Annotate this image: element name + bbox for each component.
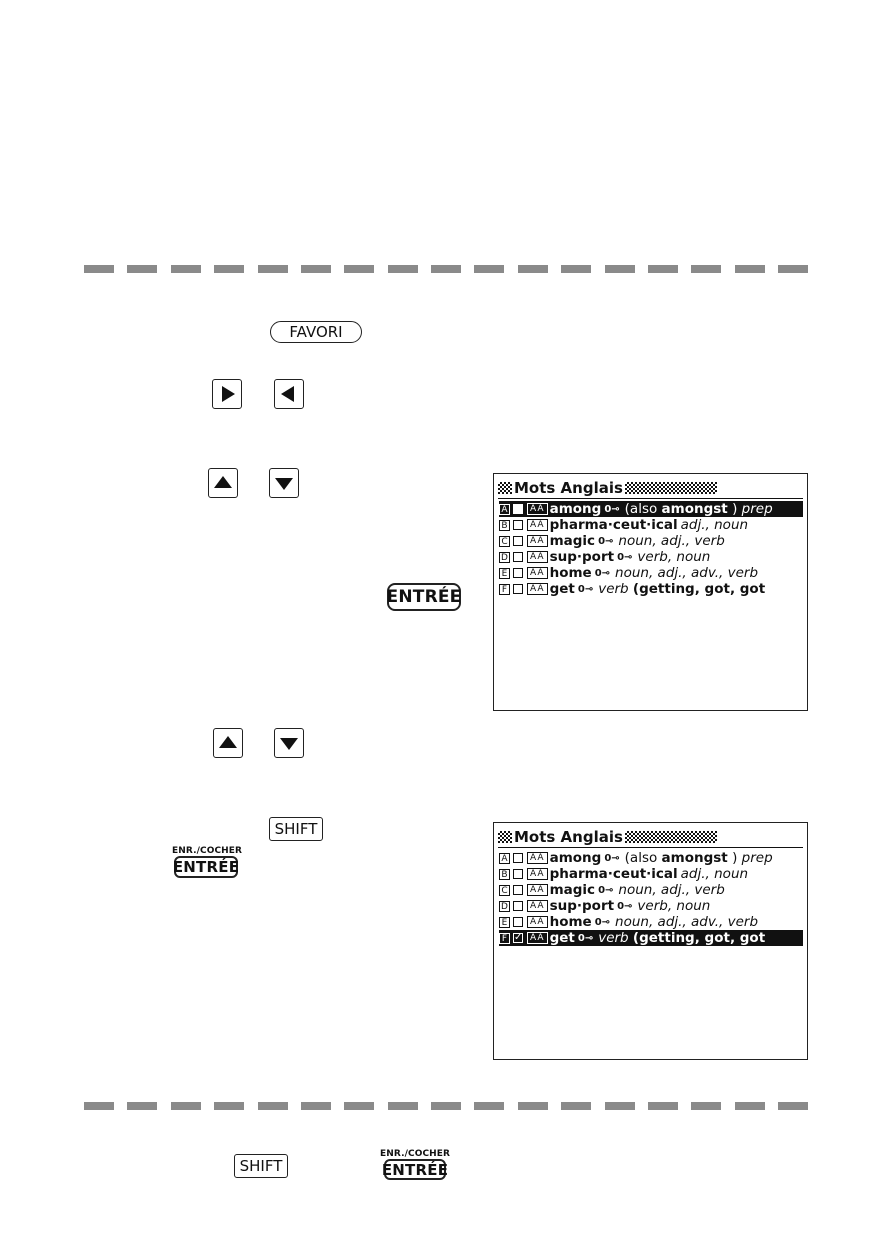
key-word-icon: 0⊸ bbox=[598, 884, 614, 896]
row-letter: D bbox=[499, 901, 510, 912]
headword: get bbox=[549, 581, 575, 597]
pronunciation-icon: AA bbox=[527, 868, 548, 880]
shift-key: SHIFT bbox=[269, 817, 323, 841]
part-of-speech: noun, adj., adv., verb bbox=[615, 565, 759, 581]
left-arrow-icon bbox=[281, 386, 294, 402]
pronunciation-icon: AA bbox=[527, 503, 548, 515]
title-pattern-left bbox=[498, 831, 512, 843]
headword: pharma·ceut·ical bbox=[549, 517, 678, 533]
up-arrow-icon bbox=[214, 476, 232, 488]
pronunciation-icon: AA bbox=[527, 551, 548, 563]
key-word-icon: 0⊸ bbox=[604, 852, 620, 864]
key-word-icon: 0⊸ bbox=[577, 932, 594, 944]
checkbox-icon bbox=[513, 584, 523, 594]
part-of-speech: noun, adj., verb bbox=[618, 533, 725, 549]
headword: home bbox=[549, 565, 592, 581]
headword: magic bbox=[549, 533, 596, 549]
row-letter: E bbox=[499, 568, 510, 579]
key-word-icon: 0⊸ bbox=[594, 567, 611, 579]
list-item bbox=[499, 850, 803, 866]
key-word-icon: 0⊸ bbox=[594, 916, 611, 928]
screen-title-text: Mots Anglais bbox=[514, 479, 623, 497]
part-of-speech: prep bbox=[741, 501, 773, 517]
list-item bbox=[499, 930, 803, 946]
list-item bbox=[499, 533, 803, 549]
screen-title-text: Mots Anglais bbox=[514, 828, 623, 846]
headword: home bbox=[549, 914, 592, 930]
key-word-icon: 0⊸ bbox=[617, 551, 633, 563]
part-of-speech: prep bbox=[741, 850, 773, 866]
checkbox-icon bbox=[513, 520, 523, 530]
pronunciation-icon: AA bbox=[527, 583, 548, 595]
row-letter: A bbox=[499, 504, 510, 515]
left-arrow-key bbox=[274, 379, 304, 409]
headword: pharma·ceut·ical bbox=[549, 866, 678, 882]
headword: among bbox=[549, 850, 602, 866]
part-of-speech: adj., noun bbox=[680, 517, 749, 533]
list-item bbox=[499, 882, 803, 898]
pronunciation-icon: AA bbox=[527, 567, 548, 579]
list-item bbox=[499, 866, 803, 882]
row-letter: E bbox=[499, 917, 510, 928]
row-letter: B bbox=[499, 869, 510, 880]
down-arrow-icon bbox=[280, 738, 298, 750]
checkbox-icon bbox=[513, 917, 523, 927]
word-list bbox=[499, 850, 803, 946]
screen-title bbox=[498, 478, 803, 499]
title-pattern-right bbox=[625, 482, 717, 494]
entry-variant: amongst bbox=[661, 850, 728, 866]
part-of-speech: verb, noun bbox=[637, 549, 711, 565]
lcd-screen-2 bbox=[493, 822, 808, 1060]
headword: sup·port bbox=[549, 898, 615, 914]
checked-box-icon: ✓ bbox=[514, 932, 523, 943]
row-letter: C bbox=[499, 885, 510, 896]
entry-note: (also bbox=[624, 850, 658, 866]
headword: among bbox=[549, 501, 602, 517]
word-list bbox=[499, 501, 803, 597]
screen-title bbox=[498, 827, 803, 848]
enr-cocher-label: ENR./COCHER bbox=[380, 1149, 451, 1159]
entry-variant: amongst bbox=[661, 501, 728, 517]
enr-cocher-label: ENR./COCHER bbox=[172, 846, 243, 856]
part-of-speech: adj., noun bbox=[680, 866, 749, 882]
pronunciation-icon: AA bbox=[527, 932, 548, 944]
checkbox-icon bbox=[513, 568, 523, 578]
entree-key: ENTRÉE bbox=[381, 1160, 449, 1179]
checkbox-icon bbox=[513, 552, 523, 562]
down-arrow-key bbox=[274, 728, 304, 758]
entree-key: ENTRÉE bbox=[172, 858, 240, 876]
entry-forms: (getting, got, got bbox=[632, 581, 766, 597]
part-of-speech: verb, noun bbox=[637, 898, 711, 914]
title-pattern-left bbox=[498, 482, 512, 494]
part-of-speech: verb bbox=[598, 930, 629, 946]
list-item bbox=[499, 501, 803, 517]
checkbox-icon bbox=[513, 853, 523, 863]
entry-note: (also bbox=[624, 501, 658, 517]
pronunciation-icon: AA bbox=[527, 519, 548, 531]
pronunciation-icon: AA bbox=[527, 884, 548, 896]
lcd-screen-1 bbox=[493, 473, 808, 711]
entry-forms: (getting, got, got bbox=[632, 930, 766, 946]
checkbox-icon bbox=[513, 869, 523, 879]
up-arrow-key bbox=[208, 468, 238, 498]
row-letter: F bbox=[499, 933, 510, 944]
pronunciation-icon: AA bbox=[527, 852, 548, 864]
shift-key: SHIFT bbox=[234, 1154, 288, 1178]
down-arrow-icon bbox=[275, 478, 293, 490]
up-arrow-icon bbox=[219, 736, 237, 748]
key-word-icon: 0⊸ bbox=[617, 900, 633, 912]
headword: sup·port bbox=[549, 549, 615, 565]
headword: get bbox=[549, 930, 575, 946]
favori-key: FAVORI bbox=[270, 321, 362, 343]
key-word-icon: 0⊸ bbox=[604, 503, 620, 515]
row-letter: B bbox=[499, 520, 510, 531]
list-item bbox=[499, 898, 803, 914]
entry-note-end: ) bbox=[732, 850, 738, 866]
row-letter: C bbox=[499, 536, 510, 547]
right-arrow-icon bbox=[222, 386, 235, 402]
row-letter: F bbox=[499, 584, 510, 595]
down-arrow-key bbox=[269, 468, 299, 498]
checkbox-icon bbox=[513, 901, 523, 911]
list-item bbox=[499, 914, 803, 930]
list-item bbox=[499, 565, 803, 581]
part-of-speech: noun, adj., adv., verb bbox=[615, 914, 759, 930]
row-letter: A bbox=[499, 853, 510, 864]
bottom-separator bbox=[84, 1102, 808, 1110]
checkbox-icon bbox=[513, 885, 523, 895]
checkbox-icon bbox=[513, 536, 523, 546]
list-item bbox=[499, 517, 803, 533]
key-word-icon: 0⊸ bbox=[598, 535, 614, 547]
part-of-speech: verb bbox=[598, 581, 629, 597]
list-item bbox=[499, 581, 803, 597]
list-item bbox=[499, 549, 803, 565]
pronunciation-icon: AA bbox=[527, 900, 548, 912]
entree-key: ENTRÉE bbox=[387, 583, 461, 611]
right-arrow-key bbox=[212, 379, 242, 409]
headword: magic bbox=[549, 882, 596, 898]
top-separator bbox=[84, 265, 808, 273]
entry-note-end: ) bbox=[732, 501, 738, 517]
checkbox-icon bbox=[513, 504, 523, 514]
part-of-speech: noun, adj., verb bbox=[618, 882, 725, 898]
key-word-icon: 0⊸ bbox=[577, 583, 594, 595]
title-pattern-right bbox=[625, 831, 717, 843]
pronunciation-icon: AA bbox=[527, 916, 548, 928]
up-arrow-key bbox=[213, 728, 243, 758]
pronunciation-icon: AA bbox=[527, 535, 548, 547]
row-letter: D bbox=[499, 552, 510, 563]
